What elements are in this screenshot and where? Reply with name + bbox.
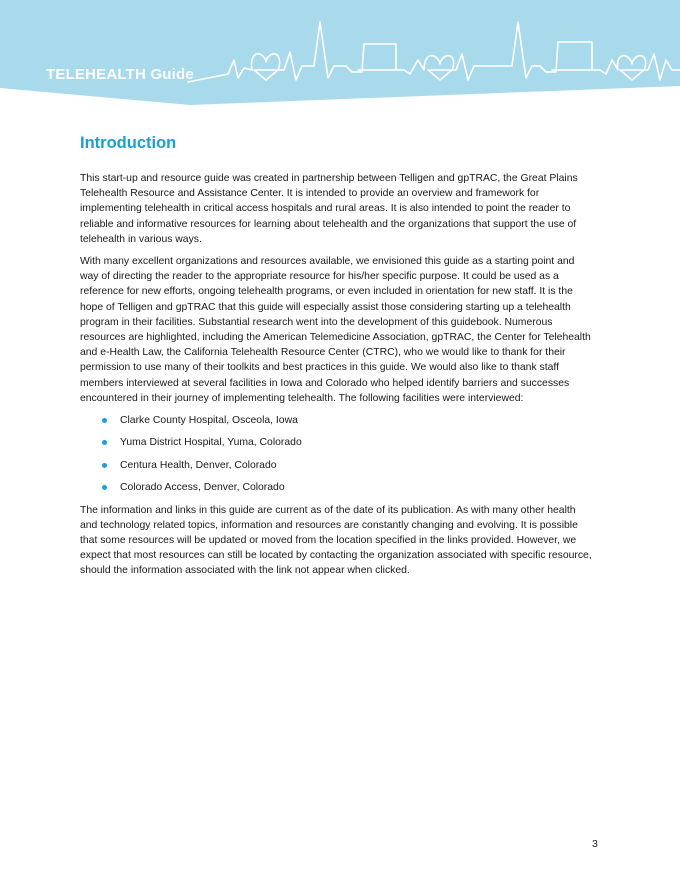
bullet-icon [102, 463, 107, 468]
main-content [80, 134, 592, 586]
header-title [46, 66, 194, 83]
bullet-icon [102, 418, 107, 423]
banner-graphic [0, 0, 680, 110]
banner-background [0, 0, 680, 105]
bullet-icon [102, 485, 107, 490]
list-item [102, 480, 592, 495]
list-item-text: Clarke County Hospital, Osceola, Iowa [120, 415, 298, 427]
facility-list [80, 413, 592, 495]
list-item [102, 413, 592, 428]
page-number: 3 [592, 838, 598, 850]
intro-paragraph-2: With many excellent organizations and resources available, we envisioned this guide as a starting point and way of directing the reader to the appropriate resource for his/her specific purpose. It could be used as a reference for new efforts, ongoing telehealth programs, or even included in orientation for new staff. It is the hope of Telligen and gpTRAC that this guide will especially assist those considering starting up a telehealth program in their facilities. Substantial research went into the development of this guidebook. Numerous resources are highlighted, including the American Telemedicine Association, gpTRAC, the Center for Telehealth and e-Health Law, the California Telehealth Resource Center (CTRC), who we would like to thank for their permission to use many of their toolkits and best practices in this guide. We would also like to thank staff members interviewed at several facilities in Iowa and Colorado who helped identify barriers and successes encountered in their journey of implementing telehealth. The following facilities were interviewed: [80, 256, 591, 404]
list-item [102, 458, 592, 473]
header-title-main: TELEHEALTH [46, 66, 147, 83]
list-item-text: Centura Health, Denver, Colorado [120, 459, 277, 471]
intro-paragraph-1: This start-up and resource guide was created in partnership between Telligen and gpTRAC, the Great Plains Telehealth Resource and Assistance Center. It is intended to provide an overview and framework for implementing telehealth in critical access hospitals and rural areas. It is also intended to point the reader to reliable and informative resources for learning about telehealth and the organizations that support the use of telehealth in various ways. [80, 173, 578, 245]
list-item [102, 435, 592, 450]
list-item-text: Yuma District Hospital, Yuma, Colorado [120, 437, 302, 449]
bullet-icon [102, 440, 107, 445]
header-title-sub: Guide [150, 66, 194, 83]
page-title: Introduction [80, 134, 177, 152]
list-item-text: Colorado Access, Denver, Colorado [120, 482, 285, 494]
closing-paragraph: The information and links in this guide are current as of the date of its publication. As with many other health and technology related topics, information and resources are constantly changing and evolving. It is possible that some resources will be updated or moved from the location specified in the links provided. However, we expect that most resources can still be located by contacting the organization associated with specific resource, should the information associated with the link not appear when clicked. [80, 504, 592, 577]
header-banner [0, 0, 680, 110]
